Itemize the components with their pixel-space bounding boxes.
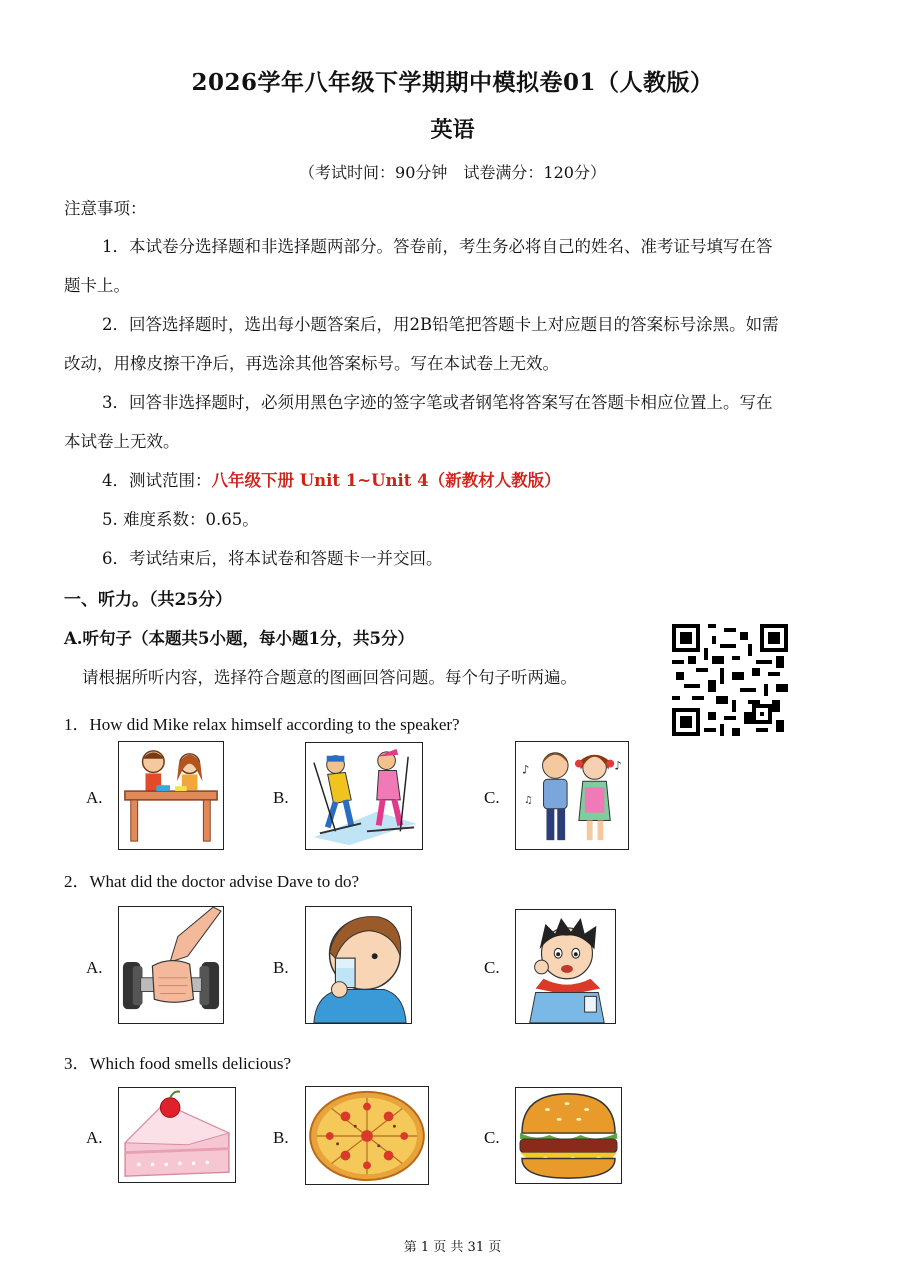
q1-option-b-label: B. [273, 788, 289, 807]
note-2-line-1: 2．回答选择题时，选出每小题答案后，用2B铅笔把答题卡上对应题目的答案标号涂黑。如需 [102, 315, 779, 334]
q3-option-c-label: C. [484, 1128, 500, 1147]
exam-title: 2026学年八年级下学期期中模拟卷01（人教版） [191, 69, 714, 96]
note-6: 6．考试结束后，将本试卷和答题卡一并交回。 [102, 549, 443, 568]
svg-text:♫: ♫ [523, 794, 533, 806]
note-3-line-1: 3．回答非选择题时，必须用黑色字迹的签字笔或者钢笔将答案写在答题卡相应位置上。写在 [102, 393, 773, 412]
q2-option-b-label: B. [273, 958, 289, 977]
q1-option-c-image-kids-singing[interactable] [515, 741, 629, 850]
q3-option-a-image-cake[interactable] [118, 1087, 236, 1183]
q1-option-b-image-skiing[interactable] [305, 742, 423, 850]
q1-option-a-label: A. [86, 788, 103, 807]
svg-text:♪: ♪ [614, 758, 622, 773]
note-1-line-1: 1．本试卷分选择题和非选择题两部分。答卷前，考生务必将自己的姓名、准考证号填写在答 [102, 237, 773, 256]
q3-option-b-label: B. [273, 1128, 289, 1147]
note-4-range: 八年级下册 Unit 1~Unit 4（新教材人教版） [211, 471, 561, 490]
section-listening-heading: 一、听力。（共25分） [64, 590, 233, 610]
note-4-prefix: 4．测试范围： [102, 471, 212, 490]
q2-option-b-image-drinking-water[interactable] [305, 906, 412, 1024]
question-2-text: 2．What did the doctor advise Dave to do? [64, 872, 360, 891]
question-1-text: 1．How did Mike relax himself according to the speaker? [64, 715, 460, 734]
q3-option-b-image-pizza[interactable] [305, 1086, 429, 1185]
q3-option-a-label: A. [86, 1128, 103, 1147]
q2-option-a-image-dumbbell[interactable] [118, 906, 224, 1024]
svg-text:♪: ♪ [521, 762, 530, 777]
page-footer: 第 1 页 共 31 页 [403, 1240, 502, 1255]
q2-option-a-label: A. [86, 958, 103, 977]
question-3-text: 3．Which food smells delicious? [64, 1054, 292, 1073]
q1-option-c-label: C. [484, 788, 500, 807]
q1-option-a-image-kids-drawing[interactable] [118, 741, 224, 850]
note-1-line-2: 题卡上。 [64, 276, 130, 295]
exam-info: （考试时间：90分钟 试卷满分：120分） [299, 163, 606, 182]
part-a-instruction: 请根据所听内容，选择符合题意的图画回答问题。每个句子听两遍。 [82, 668, 577, 687]
note-5: 5. 难度系数：0.65。 [102, 510, 259, 529]
q2-option-c-label: C. [484, 958, 500, 977]
q2-option-c-image-sick-boy[interactable] [515, 909, 616, 1024]
part-a-heading: A.听句子（本题共5小题，每小题1分，共5分） [64, 629, 414, 648]
note-4 [102, 473, 561, 490]
qr-code-image [672, 624, 788, 736]
subject-title: 英语 [430, 117, 475, 143]
notes-heading: 注意事项： [64, 199, 147, 218]
note-3-line-2: 本试卷上无效。 [64, 432, 180, 451]
q3-option-c-image-hamburger[interactable] [515, 1087, 622, 1184]
note-2-line-2: 改动，用橡皮擦干净后，再选涂其他答案标号。写在本试卷上无效。 [64, 354, 559, 373]
